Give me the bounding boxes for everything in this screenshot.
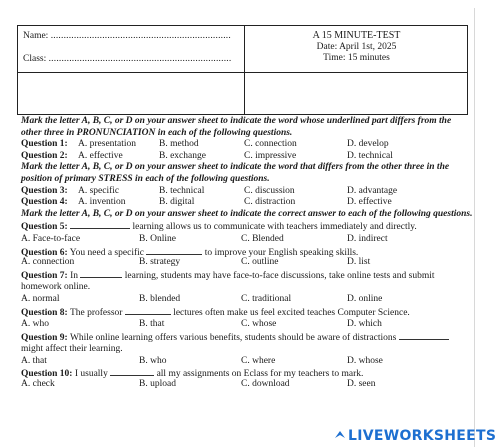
q4-option-c[interactable]: C. distraction bbox=[244, 197, 296, 208]
q5-blank[interactable] bbox=[70, 220, 130, 229]
class-dots: ....................................................................... bbox=[48, 54, 232, 64]
q7-option-c[interactable]: C. traditional bbox=[241, 293, 292, 304]
q8-option-c[interactable]: C. whose bbox=[241, 319, 277, 330]
question-8-stem bbox=[21, 306, 473, 320]
q8-label: Question 8: bbox=[21, 307, 68, 318]
q5-label: Question 5: bbox=[21, 222, 68, 233]
q3-option-d[interactable]: D. advantage bbox=[347, 185, 398, 196]
q1-label: Question 1: bbox=[21, 139, 68, 150]
q9-option-d[interactable]: D. whose bbox=[347, 355, 383, 366]
question-9-stem bbox=[21, 331, 473, 356]
q9-text-before: While online learning offers various benefits, students should be aware of distractions bbox=[69, 332, 397, 343]
q10-text-after: all my assignments on Eclass for my teachers to mark. bbox=[156, 369, 364, 380]
q9-text-after: might affect their learning. bbox=[21, 344, 123, 355]
class-field[interactable] bbox=[23, 54, 231, 64]
question-2 bbox=[21, 151, 473, 163]
q5-option-c[interactable]: C. Blended bbox=[241, 233, 284, 244]
q4-option-a[interactable]: A. invention bbox=[78, 197, 126, 208]
q10-option-a[interactable]: A. check bbox=[21, 379, 55, 390]
q2-option-b[interactable]: B. exchange bbox=[159, 150, 206, 161]
question-5-options bbox=[21, 234, 473, 246]
q7-label: Question 7: bbox=[21, 270, 68, 281]
q6-text-after: to improve your English speaking skills. bbox=[204, 247, 359, 258]
name-field[interactable] bbox=[23, 31, 231, 41]
q10-text-before: I usually bbox=[74, 369, 108, 380]
question-9-options bbox=[21, 356, 473, 368]
q5-option-b[interactable]: B. Online bbox=[139, 233, 176, 244]
q2-label: Question 2: bbox=[21, 150, 68, 161]
q1-option-a[interactable]: A. presentation bbox=[78, 139, 137, 150]
pronunciation-instruction: Mark the letter A, B, C, or D on your answer sheet to indicate the word whose underlined part differs from the other three in PRONUNCIATION in each of the following questions. bbox=[21, 116, 452, 138]
page-edge bbox=[474, 8, 475, 447]
question-1 bbox=[21, 139, 473, 151]
q8-option-a[interactable]: A. who bbox=[21, 319, 49, 330]
question-8-options bbox=[21, 319, 473, 331]
q6-option-a[interactable]: A. connection bbox=[21, 257, 75, 268]
question-6-stem bbox=[21, 246, 473, 258]
q1-option-b[interactable]: B. method bbox=[159, 139, 199, 150]
test-date: Date: April 1st, 2025 bbox=[316, 42, 397, 52]
q3-label: Question 3: bbox=[21, 185, 68, 196]
q10-option-d[interactable]: D. seen bbox=[347, 379, 376, 390]
q4-label: Question 4: bbox=[21, 197, 68, 208]
q2-option-a[interactable]: A. effective bbox=[78, 150, 123, 161]
q2-option-c[interactable]: C. impressive bbox=[244, 150, 297, 161]
question-7-options bbox=[21, 294, 473, 306]
q3-option-c[interactable]: C. discussion bbox=[244, 185, 295, 196]
table-divider-horizontal bbox=[18, 72, 467, 73]
q8-option-b[interactable]: B. that bbox=[139, 319, 165, 330]
q7-option-b[interactable]: B. blended bbox=[139, 293, 181, 304]
q8-text-after: lectures often make us feel excited teaches Computer Science. bbox=[173, 307, 410, 318]
q6-label: Question 6: bbox=[21, 247, 68, 258]
question-7-stem bbox=[21, 269, 473, 294]
q7-option-d[interactable]: D. online bbox=[347, 293, 383, 304]
liveworksheets-watermark bbox=[334, 428, 496, 444]
name-label: Name: bbox=[23, 31, 49, 41]
watermark-text: LIVEWORKSHEETS bbox=[348, 428, 496, 444]
q10-blank[interactable] bbox=[110, 367, 154, 376]
class-label: Class: bbox=[23, 54, 47, 64]
stress-instruction: Mark the letter A, B, C, or D on your answer sheet to indicate the word that differs from the other three in the position of primary STRESS in each of the following questions. bbox=[21, 162, 450, 184]
q5-option-d[interactable]: D. indirect bbox=[347, 233, 388, 244]
question-3 bbox=[21, 186, 473, 198]
q3-option-a[interactable]: A. specific bbox=[78, 185, 120, 196]
q4-option-d[interactable]: D. effective bbox=[347, 197, 392, 208]
q9-option-a[interactable]: A. that bbox=[21, 355, 47, 366]
question-4 bbox=[21, 197, 473, 209]
q6-text-before: You need a specific bbox=[69, 247, 144, 258]
q2-option-d[interactable]: D. technical bbox=[347, 150, 393, 161]
q10-option-b[interactable]: B. upload bbox=[139, 379, 176, 390]
q3-option-b[interactable]: B. technical bbox=[159, 185, 205, 196]
q9-option-b[interactable]: B. who bbox=[139, 355, 167, 366]
q9-blank[interactable] bbox=[399, 331, 449, 340]
question-10-options bbox=[21, 379, 473, 391]
correct-answer-instruction: Mark the letter A, B, C, or D on your answer sheet to indicate the correct answer to each of the following questions. bbox=[21, 208, 473, 219]
q6-option-c[interactable]: C. outline bbox=[241, 257, 279, 268]
q8-blank[interactable] bbox=[125, 306, 171, 315]
q8-option-d[interactable]: D. which bbox=[347, 319, 382, 330]
question-6-options bbox=[21, 257, 473, 269]
question-10-stem bbox=[21, 367, 473, 379]
q10-option-c[interactable]: C. download bbox=[241, 379, 290, 390]
q5-text: learning allows us to communicate with teachers immediately and directly. bbox=[132, 222, 417, 233]
liveworksheets-logo-icon bbox=[334, 429, 346, 441]
test-content bbox=[21, 116, 473, 391]
q6-option-d[interactable]: D. list bbox=[347, 257, 371, 268]
q7-blank[interactable] bbox=[80, 269, 122, 278]
name-dots: ...................................................................... bbox=[50, 31, 231, 41]
header-table bbox=[17, 25, 468, 115]
q10-label: Question 10: bbox=[21, 369, 73, 380]
q1-option-c[interactable]: C. connection bbox=[244, 139, 297, 150]
question-5-stem bbox=[21, 220, 473, 234]
q9-label: Question 9: bbox=[21, 332, 68, 343]
q6-blank[interactable] bbox=[146, 246, 202, 255]
test-title: A 15 MINUTE-TEST bbox=[312, 30, 401, 41]
q8-text-before: The professor bbox=[69, 307, 123, 318]
test-time: Time: 15 minutes bbox=[323, 53, 390, 63]
q7-text-before: In bbox=[70, 270, 79, 281]
q7-text-after: learning, students may have face-to-face discussions, take online tests and submit homework online. bbox=[21, 270, 435, 293]
q7-option-a[interactable]: A. normal bbox=[21, 293, 60, 304]
q6-option-b[interactable]: B. strategy bbox=[139, 257, 181, 268]
q1-option-d[interactable]: D. develop bbox=[347, 139, 389, 150]
q5-option-a[interactable]: A. Face-to-face bbox=[21, 233, 81, 244]
q9-option-c[interactable]: C. where bbox=[241, 355, 276, 366]
q4-option-b[interactable]: B. digital bbox=[159, 197, 195, 208]
